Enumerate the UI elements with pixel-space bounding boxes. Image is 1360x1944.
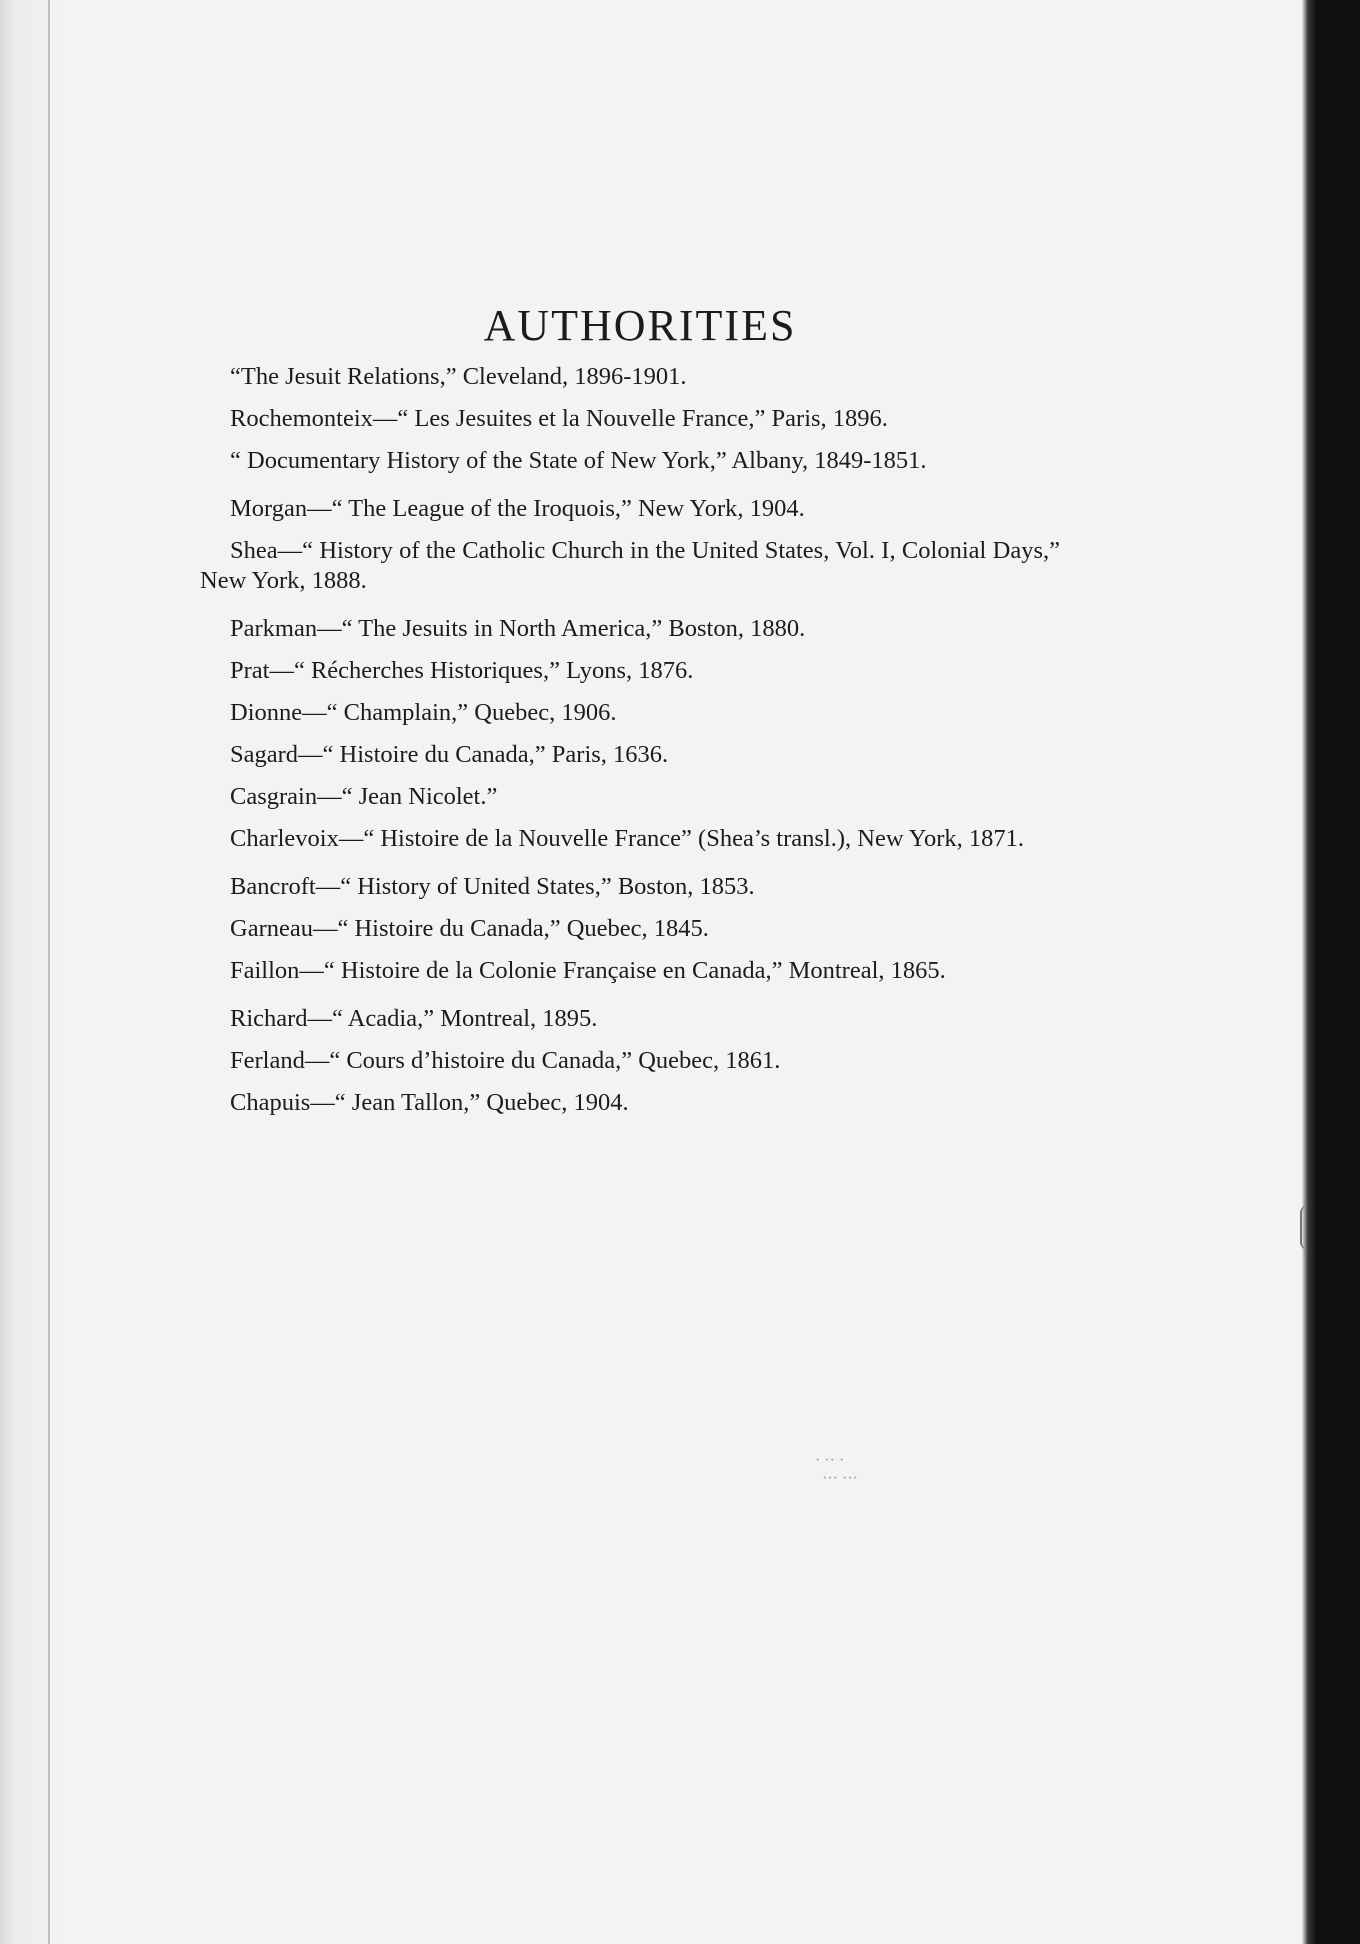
reference-item: Rochemonteix—“ Les Jesuites et la Nouvelle France,” Paris, 1896.: [230, 405, 888, 432]
reference-item: Bancroft—“ History of United States,” Boston, 1853.: [230, 873, 755, 900]
reference-item: Richard—“ Acadia,” Montreal, 1895.: [230, 1005, 598, 1032]
reference-item: Charlevoix—“ Histoire de la Nouvelle France” (Shea’s transl.), New York, 1871.: [230, 825, 1025, 852]
page-left-edge: [0, 0, 60, 1944]
reference-item: Dionne—“ Champlain,” Quebec, 1906.: [230, 699, 617, 726]
edge-mark: [1300, 1205, 1308, 1250]
reference-item: Garneau—“ Histoire du Canada,” Quebec, 1845.: [230, 915, 709, 942]
reference-item: Ferland—“ Cours d’histoire du Canada,” Quebec, 1861.: [230, 1047, 781, 1074]
reference-item: Faillon—“ Histoire de la Colonie Française en Canada,” Montreal, 1865.: [230, 957, 946, 984]
reference-list: [200, 362, 1060, 1130]
reference-item: Parkman—“ The Jesuits in North America,” Boston, 1880.: [230, 615, 806, 642]
binding-line: [48, 0, 50, 1944]
reference-item: Shea—“ History of the Catholic Church in the United States, Vol. I, Colonial Days,” New York, 1888.: [200, 537, 1060, 594]
reference-item: Prat—“ Récherches Historiques,” Lyons, 1876.: [230, 657, 694, 684]
reference-item: Sagard—“ Histoire du Canada,” Paris, 1636.: [230, 741, 669, 768]
scan-speck: · ·· ·: [815, 1452, 845, 1469]
scan-speck: ··· ···: [822, 1470, 858, 1487]
reference-item: Chapuis—“ Jean Tallon,” Quebec, 1904.: [230, 1089, 629, 1116]
page-title: AUTHORITIES: [483, 301, 797, 350]
page-right-edge: [1302, 0, 1360, 1944]
reference-item: “The Jesuit Relations,” Cleveland, 1896-1901.: [230, 363, 687, 390]
reference-item: “ Documentary History of the State of New York,” Albany, 1849-1851.: [230, 447, 927, 474]
reference-item: Morgan—“ The League of the Iroquois,” New York, 1904.: [230, 495, 805, 522]
reference-item: Casgrain—“ Jean Nicolet.”: [230, 783, 498, 810]
